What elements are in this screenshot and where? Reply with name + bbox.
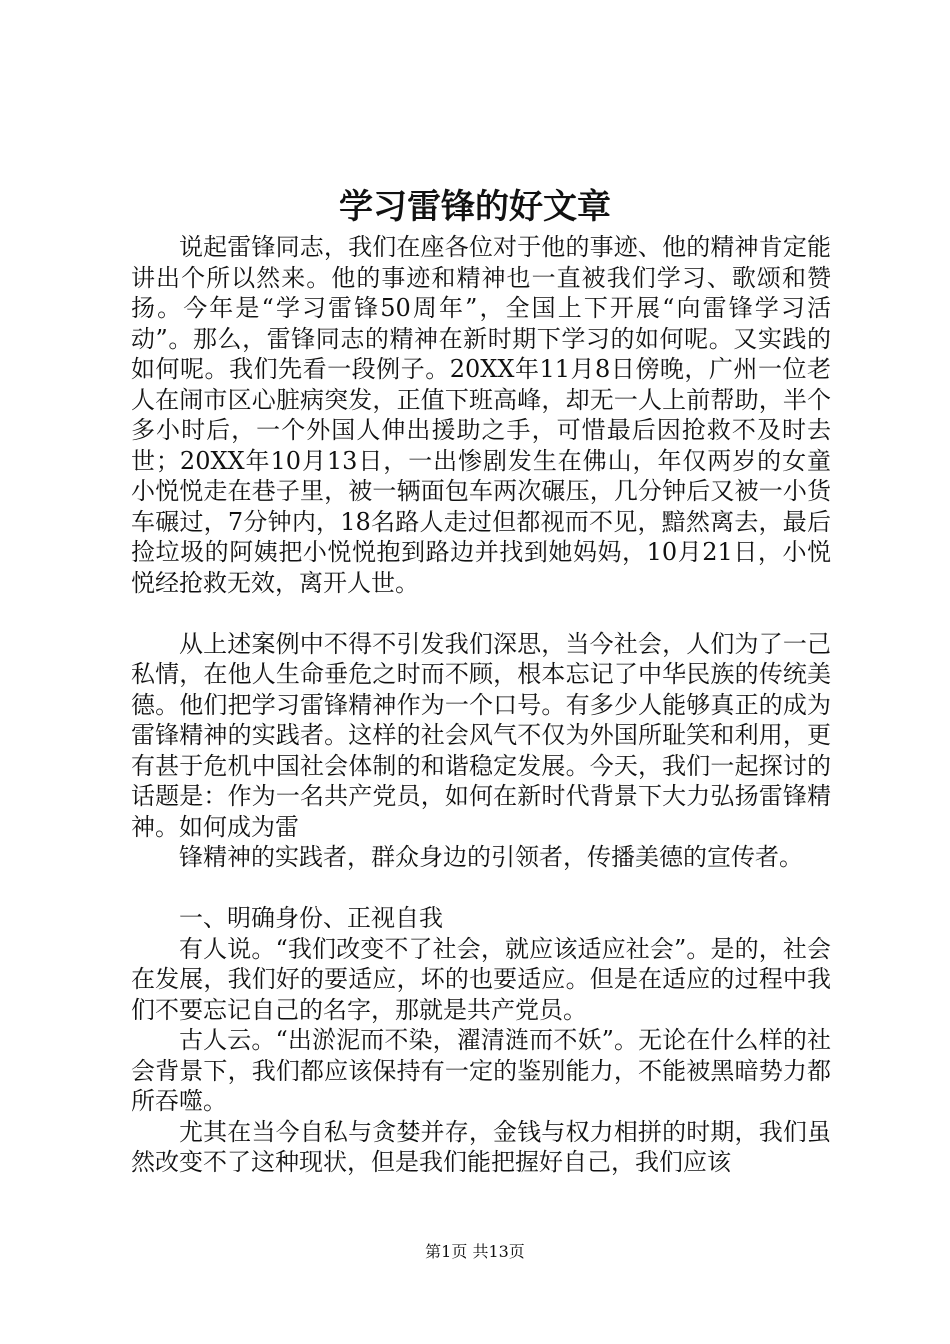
document-body bbox=[131, 232, 831, 1178]
paragraph-current-era: 尤其在当今自私与贪婪并存，金钱与权力相拼的时期，我们虽然改变不了这种现状，但是我们能把握好自己，我们应该 bbox=[131, 1117, 831, 1176]
page-footer: 第1页 共13页 bbox=[425, 1242, 525, 1261]
paragraph-intro: 说起雷锋同志，我们在座各位对于他的事迹、他的精神肯定能讲出个所以然来。他的事迹和精神也一直被我们学习、歌颂和赞扬。今年是“学习雷锋50周年”，全国上下开展“向雷锋学习活动”。那么，雷锋同志的精神在新时期下学习的如何呢。又实践的如何呢。我们先看一段例子。20XX年11月8日傍晚，广州一位老人在闹市区心脏病突发，正值下班高峰，却无一人上前帮助，半个多小时后，一个外国人伸出援助之手，可惜最后因抢救不及时去世；20XX年10月13日，一出惨剧发生在佛山，年仅两岁的女童小悦悦走在巷子里，被一辆面包车两次碾压，几分钟后又被一小货车碾过，7分钟内，18名路人走过但都视而不见，黯然离去，最后捡垃圾的阿姨把小悦悦抱到路边并找到她妈妈，10月21日，小悦悦经抢救无效，离开人世。 bbox=[131, 233, 831, 597]
section-heading: 一、明确身份、正视自我 bbox=[179, 904, 443, 932]
paragraph-reflection-continued: 锋精神的实践者，群众身边的引领者，传播美德的宣传者。 bbox=[179, 843, 803, 871]
paragraph-ancient-saying: 古人云。“出淤泥而不染，濯清涟而不妖”。无论在什么样的社会背景下，我们都应该保持有一定的鉴别能力，不能被黑暗势力都所吞噬。 bbox=[131, 1026, 831, 1115]
document-title: 学习雷锋的好文章 bbox=[339, 187, 611, 227]
paragraph-gap bbox=[131, 598, 831, 629]
paragraph-gap bbox=[131, 873, 831, 904]
paragraph-adapt: 有人说。“我们改变不了社会，就应该适应社会”。是的，社会在发展，我们好的要适应，坏的也要适应。但是在适应的过程中我们不要忘记自己的名字，那就是共产党员。 bbox=[131, 934, 831, 1024]
paragraph-reflection: 从上述案例中不得不引发我们深思，当今社会，人们为了一己私情，在他人生命垂危之时而不顾，根本忘记了中华民族的传统美德。他们把学习雷锋精神作为一个口号。有多少人能够真正的成为雷锋精神的实践者。这样的社会风气不仅为外国所耻笑和利用，更有甚于危机中国社会体制的和谐稳定发展。今天，我们一起探讨的话题是：作为一名共产党员，如何在新时代背景下大力弘扬雷锋精神。如何成为雷 bbox=[131, 629, 831, 841]
